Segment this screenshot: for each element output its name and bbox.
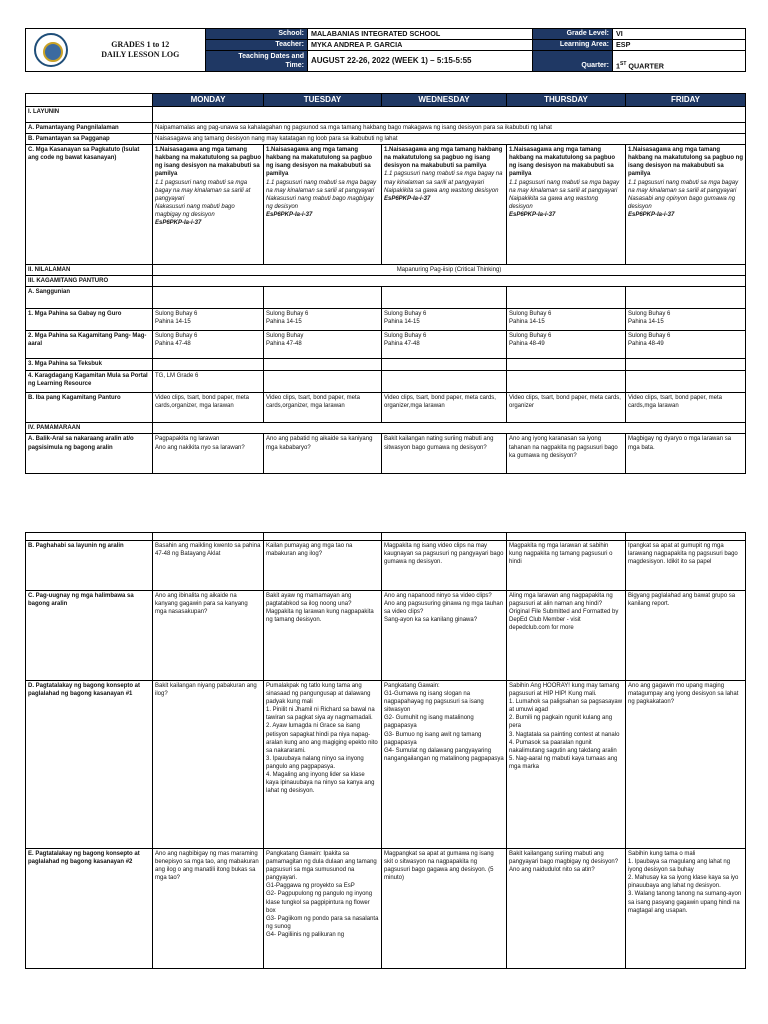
day-tuesday: TUESDAY (264, 94, 382, 107)
pagtatalakay-1-monday: Bakit kailangan niyang pabakuran ang ilog? (153, 681, 264, 849)
school-label: School: (206, 29, 308, 40)
logo-cell (26, 29, 76, 72)
teacher-label: Teacher: (206, 40, 308, 51)
row-portal (26, 371, 746, 393)
empty-cell (264, 287, 382, 309)
gabay-thursday: Sulong Buhay 6 Pahina 14-15 (507, 309, 626, 331)
empty-cell (153, 533, 264, 541)
blank-label (533, 51, 613, 62)
document-title (76, 29, 206, 72)
pag-uugnay-thursday: Aling mga larawan ang nagpapakita ng pagsusuri at alin naman ang hindi? Original File Submitted and Formatted by DepEd Club Member - visit depedclub.com for more (507, 591, 626, 681)
pagtatalakay-2-monday: Ano ang nagbibigay ng mas maraming benepisyo sa mga tao, ang mabakuran ang ilog o ang manatili itong bukas sa mga tao? (153, 849, 264, 969)
kagamitan-cell (153, 276, 746, 287)
row-iba-kagamitan (26, 393, 746, 423)
label-teksbuk: 3. Mga Pahina sa Teksbuk (26, 359, 153, 371)
label-nilalaman: II. NILALAMAN (26, 265, 153, 276)
empty-cell (153, 287, 264, 309)
empty-cell (264, 371, 382, 393)
kasanayan-heading: 1.Naisasagawa ang mga tamang hakbang na makatutulong sa pagbuo ng isang desisyon na makabubuti sa pamilya (266, 147, 373, 178)
row-kagamitang-mag-aaral (26, 331, 746, 359)
kasanayan-tuesday (264, 145, 382, 265)
gabay-wednesday: Sulong Buhay 6 Pahina 14-15 (382, 309, 507, 331)
empty-cell (26, 533, 153, 541)
nilalaman-text: Mapanuring Pag-iisip (Critical Thinking) (153, 265, 746, 276)
empty-cell (153, 359, 264, 371)
day-friday: FRIDAY (626, 94, 746, 107)
title-line-2: DAILY LESSON LOG (101, 50, 180, 60)
page-1 (0, 0, 768, 468)
row-kagamitan (26, 276, 746, 287)
kagamitang-mag-wednesday: Sulong Buhay 6 Pahina 47-48 (382, 331, 507, 359)
kasanayan-sub: 1.1 pagsusuri nang mabuti sa mga bagay na may kinalaman sa sarili at pangyayari (266, 179, 377, 194)
empty-cell (507, 533, 626, 541)
pag-uugnay-monday: Ano ang ibinalita ng aikaide na kanyang gagawin para sa kanyang mga nasasakupan? (153, 591, 264, 681)
paghahabi-monday: Basahin ang maikling kwento sa pahina 47-48 ng Batayang Aklat (153, 541, 264, 591)
empty-cell (507, 287, 626, 309)
row-paghahabi (26, 541, 746, 591)
kasanayan-code: EsP6PKP-Ia-i-37 (384, 195, 431, 202)
title-line-1: GRADES 1 to 12 (111, 39, 170, 49)
kasanayan-heading: 1.Naisasagawa ang mga tamang hakbang na makatutulong sa pagbuo ng isang desisyon na makabubuti sa pamilya (509, 147, 616, 178)
gabay-monday: Sulong Buhay 6 Pahina 14-15 (153, 309, 264, 331)
empty-cell (382, 287, 507, 309)
school-value: MALABANIAS INTEGRATED SCHOOL (308, 29, 533, 40)
pamantayan-pagganap-text: Naisasagawa ang tamang desisyon nang may katatagan ng loob para sa ikabubuti ng lahat (153, 134, 746, 145)
row-pamantayang-pangnilalaman (26, 123, 746, 134)
empty-cell (382, 533, 507, 541)
day-thursday: THURSDAY (507, 94, 626, 107)
kasanayan-monday (153, 145, 264, 265)
dates-label-1: Teaching Dates and (238, 52, 304, 60)
iba-wednesday: Video clips, tsart, bond paper, meta cards, organizer,mga larawan (382, 393, 507, 423)
kagamitang-mag-friday: Sulong Buhay 6 Pahina 48-49 (626, 331, 746, 359)
label-portal: 4. Karagdagang Kagamitan Mula sa Portal ng Learning Resource (26, 371, 153, 393)
header-table (25, 28, 746, 72)
dates-label (206, 51, 308, 72)
balik-monday: Pagpapakita ng larawan Ano ang nakikita nyo sa larawan? (153, 434, 264, 474)
kasanayan-code: EsP6PKP-Ia-i-37 (628, 211, 675, 218)
kasanayan-thursday (507, 145, 626, 265)
row-pamamaraan (26, 423, 746, 434)
day-wednesday: WEDNESDAY (382, 94, 507, 107)
empty-cell (626, 287, 746, 309)
label-layunin: I. LAYUNIN (26, 107, 153, 123)
corner-cell (26, 94, 153, 107)
row-pag-uugnay (26, 591, 746, 681)
dates-value: AUGUST 22-26, 2022 (WEEK 1) – 5:15-5:55 (308, 51, 533, 72)
label-iba-kagamitan: B. Iba pang Kagamitang Panturo (26, 393, 153, 423)
gabay-tuesday: Sulong Buhay 6 Pahina 14-15 (264, 309, 382, 331)
label-gabay-guro: 1. Mga Pahina sa Gabay ng Guro (26, 309, 153, 331)
label-pamantayang-pangnilalaman: A. Pamantayang Pangnilalaman (26, 123, 153, 134)
kagamitang-mag-thursday: Sulong Buhay 6 Pahina 48-49 (507, 331, 626, 359)
balik-friday: Magbigay ng dyaryo o mga larawan sa mga bata. (626, 434, 746, 474)
pag-uugnay-friday: Bigyang paglalahad ang bawat grupo sa kanilang report. (626, 591, 746, 681)
kasanayan-heading: 1.Naisasagawa ang mga tamang hakbang na makatutulong sa pagbuo ng isang desisyon na makabubuti sa pamilya (628, 147, 744, 178)
pagtatalakay-1-tuesday: Pumalakpak ng tatlo kung tama ang sinasaad ng pangungusap at dalawang padyak kung mali 1. Pinilit ni Jhamil ni Richard sa bawal na tawiran sa pagkat siya ay nagmamadali. 2. Ayaw lumagda ni Grace sa isang petisyon sapagkat hindi pa niya napag-aralan kung ano ang magiging epekto nito sa nakararami. 3. Ipauubaya nalang ninyo sa inyong pangulo ang pagpapasya. 4. Magaling ang inyong lider sa klase kaya ipinauubaya na ninyo sa kanya ang lahat ng desisyon. (264, 681, 382, 849)
empty-cell (626, 371, 746, 393)
pamamaraan-cell (153, 423, 746, 434)
blank-value (613, 51, 746, 62)
label-pamantayan-pagganap: B. Pamantayan sa Pagganap (26, 134, 153, 145)
kasanayan-friday (626, 145, 746, 265)
pag-uugnay-tuesday: Bakit ayaw ng mamamayan ang pagtatabkod sa ilog noong una? Magpakita ng larawan kung nagpapakita ng tamang desisyon. (264, 591, 382, 681)
row-kasanayan (26, 145, 746, 265)
empty-cell (382, 359, 507, 371)
gabay-friday: Sulong Buhay 6 Pahina 14-15 (626, 309, 746, 331)
kasanayan-sub: 1.1 pagsusuri nang mabuti sa mga bagay na may kinalaman sa sarili at pangyayari (628, 179, 739, 194)
empty-cell (507, 371, 626, 393)
label-paghahabi: B. Paghahabi sa layunin ng aralin (26, 541, 153, 591)
label-kagamitan: III. KAGAMITANG PANTURO (26, 276, 153, 287)
pagtatalakay-2-tuesday: Pangkatang Gawain: Ipakita sa pamamagitan ng dula dulaan ang tamang pagsusuri sa mga sumusunod na pangyayari. G1-Paggawa ng proyekto sa EsP G2- Pagpupulong ng pangulo ng inyong klase tungkol sa pagpipintura ng flower box G3- Pagiikom ng pondo para sa nasalanta ng sunog G4- Pagiliinis ng palikuran ng (264, 849, 382, 969)
page-2 (0, 532, 768, 1024)
empty-cell (264, 533, 382, 541)
balik-tuesday: Ano ang pabatid ng aikaide sa kaniyang mga kababaryo? (264, 434, 382, 474)
label-pagtatalakay-2: E. Pagtatalakay ng bagong konsepto at paglalahad ng bagong kasanayan #2 (26, 849, 153, 969)
row-layunin (26, 107, 746, 123)
row-balik-aral (26, 434, 746, 474)
kasanayan-code: EsP6PKP-Ia-i-37 (509, 211, 556, 218)
label-sanggunian: A. Sanggunian (26, 287, 153, 309)
kasanayan-target: Naipakikita sa gawa ang wastong desisyon (384, 187, 499, 194)
quarter-text: QUARTER (626, 61, 664, 71)
portal-monday: TG, LM Grade 6 (153, 371, 264, 393)
label-kagamitang-mag-aaral: 2. Mga Pahina sa Kagamitang Pang- Mag-aaral (26, 331, 153, 359)
kasanayan-sub: 1.1 pagsusuri nang mabuti sa mga bagay na may kinalaman sa sarili at pangyayari (509, 179, 620, 194)
label-balik-aral: A. Balik-Aral sa nakaraang aralin at/o pagsisimula ng bagong aralin (26, 434, 153, 474)
lesson-table-page-2 (25, 532, 746, 969)
label-pagtatalakay-1: D. Pagtatalakay ng bagong konsepto at paglalahad ng bagong kasanayan #1 (26, 681, 153, 849)
day-monday: MONDAY (153, 94, 264, 107)
pamantayang-pangnilalaman-text: Naipamamalas ang pag-unawa sa kahalagahan ng pagsunod sa mga tamang hakbang bago makagawa ng isang desisyon para sa ikabubuti ng lahat (153, 123, 746, 134)
kasanayan-wednesday (382, 145, 507, 265)
paghahabi-friday: Ipangkat sa apat at gumupit ng mga larawang nagpapakita ng pagsusuri bago magdesisyon. Idikit ito sa papel (626, 541, 746, 591)
kagamitang-mag-tuesday: Sulong Buhay Pahina 47-48 (264, 331, 382, 359)
iba-tuesday: Video clips, tsart, bond paper, meta cards,organizer, mga larawan (264, 393, 382, 423)
pagtatalakay-2-friday: Sabihin kung tama o mali 1. Ipaubaya sa magulang ang lahat ng iyong desisyon sa buhay 2. Mahusay ka sa iyong klase kaya sa iyo pinauubaya ang lahat ng desisyon. 3. Walang tanong tanong na sumang-ayon sa isang pasyang gagawin upang hindi na magtagal ang usapan. (626, 849, 746, 969)
spacer-row (26, 533, 746, 541)
pagtatalakay-2-wednesday: Magpangkat sa apat at gumawa ng isang skit o sitwasyon na nagpapakita ng pagsusuri bago gagawa ang desisyon. (5 minuto) (382, 849, 507, 969)
empty-cell (264, 359, 382, 371)
balik-thursday: Ano ang iyong karanasan sa iyong tahanan na nagpakita ng pagsusuri bago ka gumawa ng desisyon? (507, 434, 626, 474)
kasanayan-target: Naipakikita sa gawa ang wastong desisyon (509, 195, 599, 210)
iba-monday: Video clips, tsart, bond paper, meta cards,organizer, mga larawan (153, 393, 264, 423)
row-sanggunian (26, 287, 746, 309)
grade-value: VI (613, 29, 746, 40)
row-pagtatalakay-1 (26, 681, 746, 849)
lesson-table-page-1 (25, 93, 746, 474)
pagtatalakay-1-wednesday: Pangkatang Gawain: G1-Gumawa ng isang slogan na nagpapahayag ng pagsusuri sa isang sitwasyon G2- Gumuhit ng isang matalinong pagpapasya G3- Bumuo ng isang awit ng tamang pagpapasya G4- Sumulat ng dalawang pangyayaring nangangailangan ng matalinong pagpapasya (382, 681, 507, 849)
empty-cell (382, 371, 507, 393)
kasanayan-target: Nasasabi ang opinyon bago gumawa ng desisyon (628, 195, 736, 210)
pagtatalakay-2-thursday: Bakit kailangang suriing mabuti ang pangyayari bago magbigay ng desisyon? Ano ang naidudulot nito sa atin? (507, 849, 626, 969)
balik-wednesday: Bakit kailangan nating suriing mabuti ang sitwasyon bago gumawa ng desisyon? (382, 434, 507, 474)
quarter-value (613, 61, 746, 72)
kasanayan-heading: 1.Naisasagawa ang mga tamang hakbang na makatutulong sa pagbuo ng isang desisyon na makabubuti sa pamilya (155, 147, 262, 178)
empty-cell (507, 359, 626, 371)
quarter-label: Quarter: (533, 61, 613, 72)
quarter-ordinal: ST (620, 61, 627, 67)
kasanayan-target: Nakasusuri nang mabuti bago magbigay ng desisyon (266, 195, 374, 210)
kagamitang-mag-monday: Sulong Buhay 6 Pahina 47-48 (153, 331, 264, 359)
empty-cell (626, 359, 746, 371)
pagtatalakay-1-friday: Ano ang gagawin mo upang maging matagumpay ang iyong desisyon sa lahat ng pagkakataon? (626, 681, 746, 849)
kasanayan-code: EsP6PKP-Ia-i-37 (155, 220, 202, 227)
paghahabi-tuesday: Kailan pumayag ang mga tao na mabakuran ang ilog? (264, 541, 382, 591)
row-nilalaman (26, 265, 746, 276)
area-label: Learning Area: (533, 40, 613, 51)
pagtatalakay-1-thursday: Sabihin Ang HOORAY! kung may tamang pagsusuri at HIP HIP! Kung mali. 1. Lumahok sa paligsahan sa pagsasayaw at umuwi agad 2. Bumili ng pagkain ngunit kulang ang pera 3. Nagtatala sa painting contest at nanalo 4. Pumasok sa paaralan ngunit nakalimutang sagutin ang takdang aralin 5. Nag-aaral ng mabuti kaya tumaas ang mga marka (507, 681, 626, 849)
teacher-value: MYKA ANDREA P. GARCIA (308, 40, 533, 51)
quarter-number: 1 (616, 61, 620, 71)
empty-cell (626, 533, 746, 541)
label-kasanayan: C. Mga Kasanayan sa Pagkatuto (Isulat ang code ng bawat kasanayan) (26, 145, 153, 265)
kasanayan-code: EsP6PKP-Ia-i-37 (266, 211, 313, 218)
layunin-cell (153, 107, 746, 123)
iba-friday: Video clips, tsart, bond paper, meta cards,mga larawan (626, 393, 746, 423)
kasanayan-target: Nakasusuri nang mabuti bago magbigay ng desisyon (155, 203, 235, 218)
label-pag-uugnay: C. Pag-uugnay ng mga halimbawa sa bagong aralin (26, 591, 153, 681)
day-header-row (26, 94, 746, 107)
row-gabay-guro (26, 309, 746, 331)
dates-label-2: Time: (285, 62, 304, 70)
paghahabi-thursday: Magpakita ng mga larawan at sabihin kung nagpakita ng tamang pagsusuri o hindi (507, 541, 626, 591)
kasanayan-sub: 1.1 pagsusuri nang mabuti sa mga bagay na may kinalaman sa sarili at pangyayari (155, 179, 251, 202)
grade-label: Grade Level: (533, 29, 613, 40)
iba-thursday: Video clips, tsart, bond paper, meta cards, organizer (507, 393, 626, 423)
deped-seal-logo (34, 33, 68, 67)
row-teksbuk (26, 359, 746, 371)
row-pamantayan-pagganap (26, 134, 746, 145)
label-pamamaraan: IV. PAMAMARAAN (26, 423, 153, 434)
row-pagtatalakay-2 (26, 849, 746, 969)
kasanayan-heading: 1.Naisasagawa ang mga tamang hakbang na makatutulong sa pagbuo ng isang desisyon na makabubuti sa pamilya (384, 147, 503, 170)
area-value: ESP (613, 40, 746, 51)
kasanayan-sub: 1.1 pagsusuri nang mabuti sa mga bagay na may kinalaman sa sarili at pangyayari (384, 171, 503, 186)
pag-uugnay-wednesday: Ano ang napanood ninyo sa video clips? Ano ang pagsusuring ginawa ng mga tauhan sa video clips? Sang-ayon ka sa kanilang ginawa? (382, 591, 507, 681)
paghahabi-wednesday: Magpakita ng isang video clips na may kaugnayan sa pagsusuri ng pangyayari bago gumawa ng desisyon. (382, 541, 507, 591)
